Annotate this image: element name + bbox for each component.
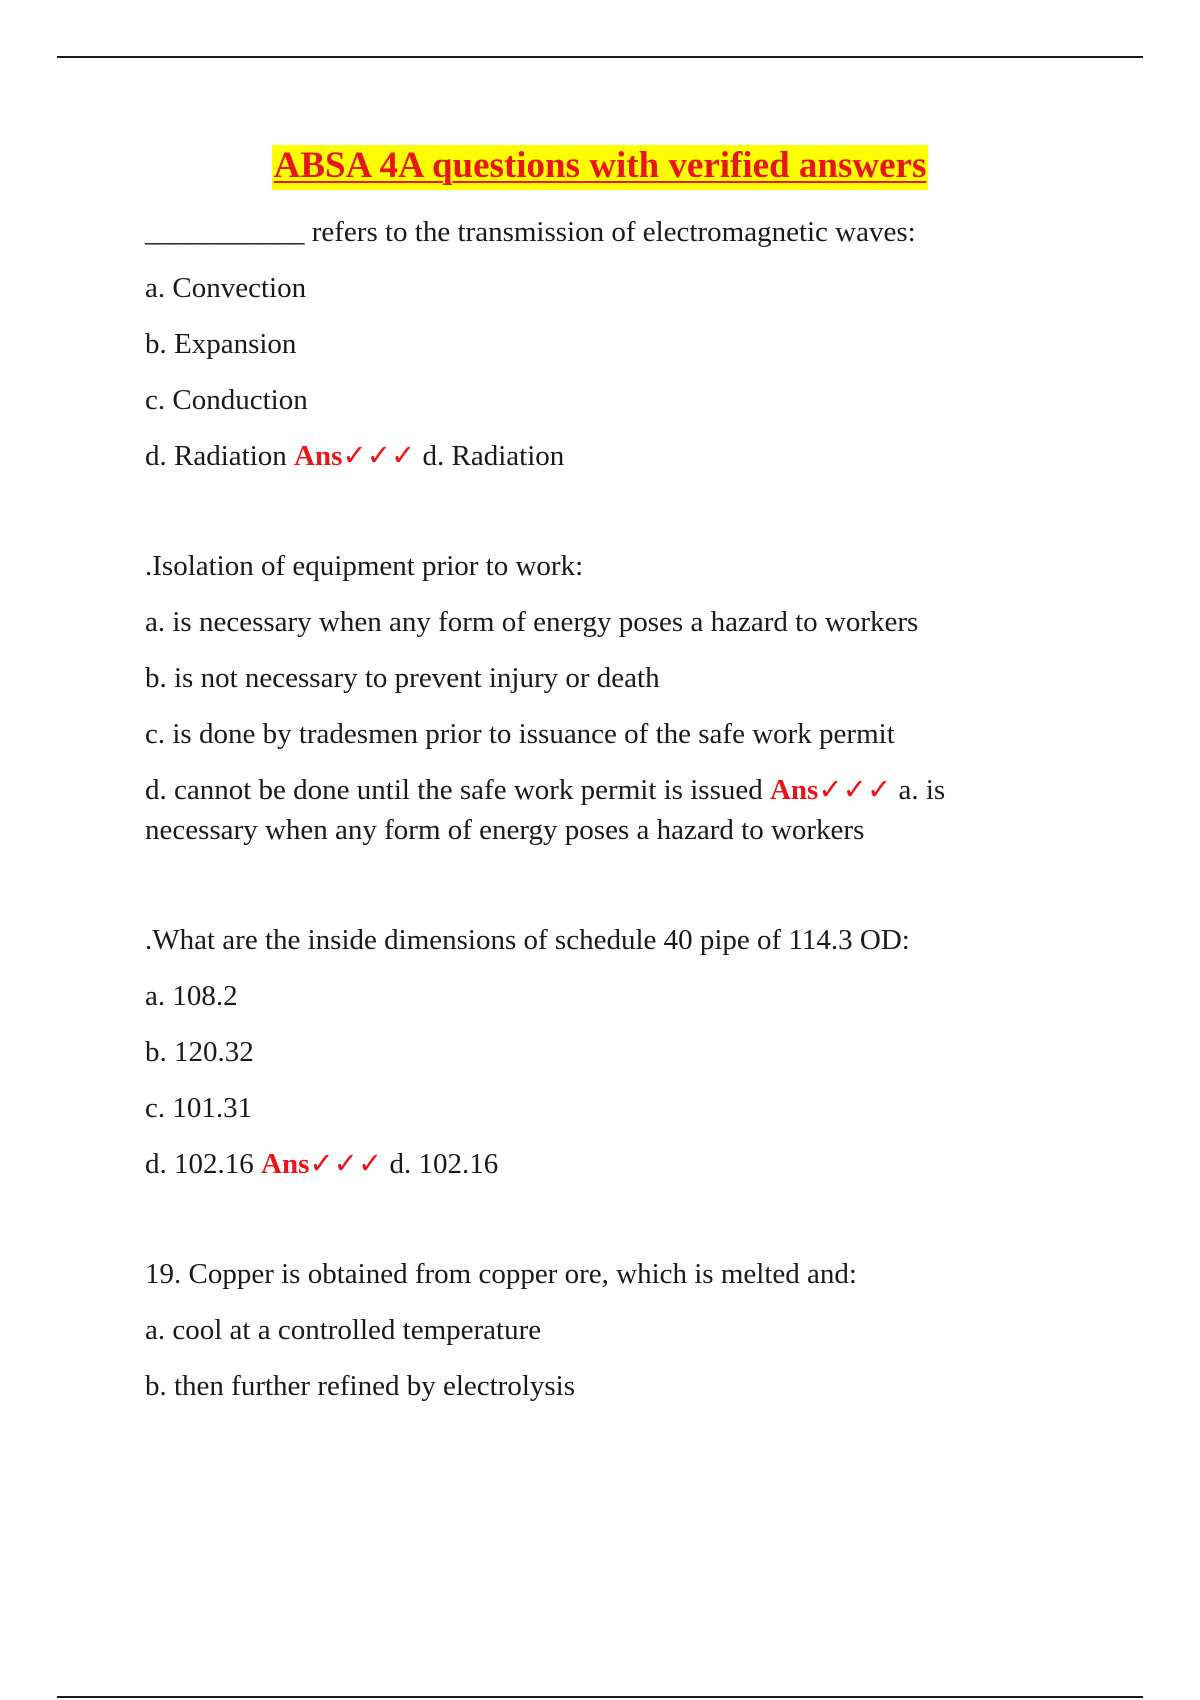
spacer xyxy=(145,1200,1055,1254)
option-b: b. then further refined by electrolysis xyxy=(145,1370,576,1402)
question-stem: .What are the inside dimensions of schedule 40 pipe of 114.3 OD: xyxy=(145,924,910,956)
option-b: b. 120.32 xyxy=(145,1036,254,1068)
answer-checks: ✓✓✓ xyxy=(818,774,892,806)
question-1 xyxy=(145,212,1055,476)
spacer xyxy=(145,866,1055,920)
answer-label: Ans xyxy=(769,774,819,806)
footer-rule xyxy=(57,1696,1143,1698)
option-d-with-answer xyxy=(145,770,1055,850)
question-4 xyxy=(145,1254,1055,1406)
option-b: b. Expansion xyxy=(145,328,297,360)
question-stem: ___________ refers to the transmission of electromagnetic waves: xyxy=(145,216,916,248)
question-3 xyxy=(145,920,1055,1184)
answer-label: Ans xyxy=(261,1148,310,1180)
document-body xyxy=(145,145,1055,1422)
option-a: a. 108.2 xyxy=(145,980,238,1012)
header-rule xyxy=(57,56,1143,58)
option-a: a. Convection xyxy=(145,272,307,304)
question-stem: .Isolation of equipment prior to work: xyxy=(145,550,584,582)
option-b: b. is not necessary to prevent injury or death xyxy=(145,662,660,694)
spacer xyxy=(145,492,1055,546)
option-c: c. 101.31 xyxy=(145,1092,253,1124)
option-a: a. is necessary when any form of energy poses a hazard to workers xyxy=(145,606,919,638)
option-d-with-answer xyxy=(145,436,1055,476)
option-c: c. is done by tradesmen prior to issuance of the safe work permit xyxy=(145,718,895,750)
title-container xyxy=(145,145,1055,190)
option-d: d. 102.16 xyxy=(145,1148,254,1180)
answer-checks: ✓✓✓ xyxy=(309,1148,383,1180)
option-d-with-answer xyxy=(145,1144,1055,1184)
option-c: c. Conduction xyxy=(145,384,308,416)
answer-text: d. Radiation xyxy=(422,440,565,472)
option-a: a. cool at a controlled temperature xyxy=(145,1314,542,1346)
question-stem: 19. Copper is obtained from copper ore, which is melted and: xyxy=(145,1258,857,1290)
document-title: ABSA 4A questions with verified answers xyxy=(272,145,929,190)
question-2 xyxy=(145,546,1055,850)
answer-text: d. 102.16 xyxy=(389,1148,499,1180)
option-d: d. cannot be done until the safe work permit is issued xyxy=(145,774,763,806)
option-d: d. Radiation xyxy=(145,440,287,472)
answer-checks: ✓✓✓ xyxy=(342,440,416,472)
answer-label: Ans xyxy=(294,440,343,472)
answer-text: a. is necessary when any form of energy poses a hazard to workers xyxy=(145,774,946,846)
